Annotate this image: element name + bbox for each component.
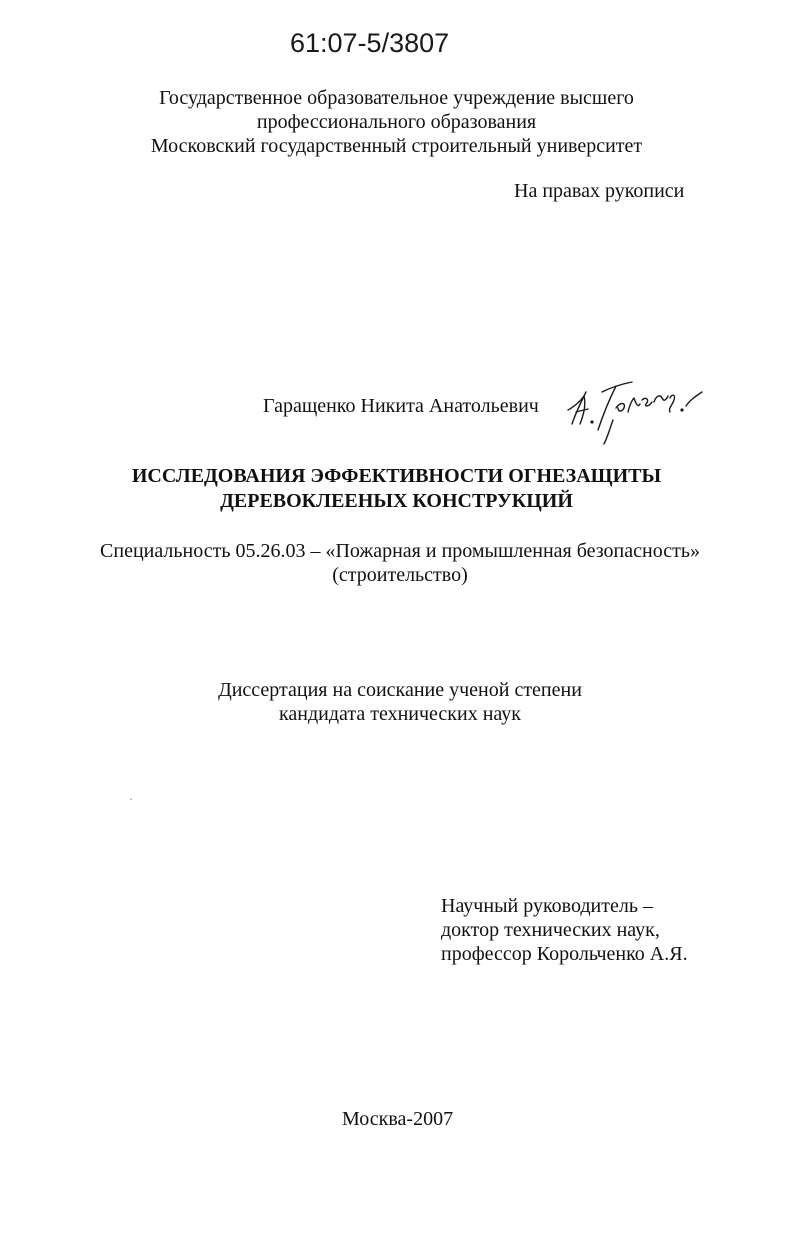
- specialty-line: Специальность 05.26.03 – «Пожарная и промышленная безопасность»: [100, 540, 700, 562]
- supervisor-line: Научный руководитель –: [441, 895, 653, 917]
- degree-block: [0, 678, 793, 726]
- supervisor-line: профессор Корольченко А.Я.: [441, 943, 688, 965]
- specialty-block: [0, 539, 793, 587]
- title-line: ДЕРЕВОКЛЕЕНЫХ КОНСТРУКЦИЙ: [220, 490, 573, 512]
- author-name: Гаращенко Никита Анатольевич: [263, 395, 539, 417]
- manuscript-rights-note: На правах рукописи: [514, 180, 685, 202]
- institution-block: [0, 86, 793, 158]
- dissertation-title: [0, 464, 793, 514]
- supervisor-block: [441, 894, 688, 966]
- institution-line: Государственное образовательное учреждение высшего: [159, 87, 634, 109]
- title-line: ИССЛЕДОВАНИЯ ЭФФЕКТИВНОСТИ ОГНЕЗАЩИТЫ: [131, 465, 662, 487]
- archive-code: 61:07-5/3807: [290, 28, 450, 58]
- degree-line: Диссертация на соискание ученой степени: [218, 679, 582, 701]
- specialty-line: (строительство): [332, 564, 468, 586]
- degree-line: кандидата технических наук: [278, 703, 522, 725]
- institution-line: профессионального образования: [256, 111, 537, 133]
- institution-line: Московский государственный строительный университет: [150, 135, 643, 157]
- supervisor-line: доктор технических наук,: [441, 919, 660, 941]
- city-year: Москва-2007: [342, 1108, 454, 1130]
- scan-speck: [130, 798, 132, 800]
- author-signature: [558, 378, 708, 450]
